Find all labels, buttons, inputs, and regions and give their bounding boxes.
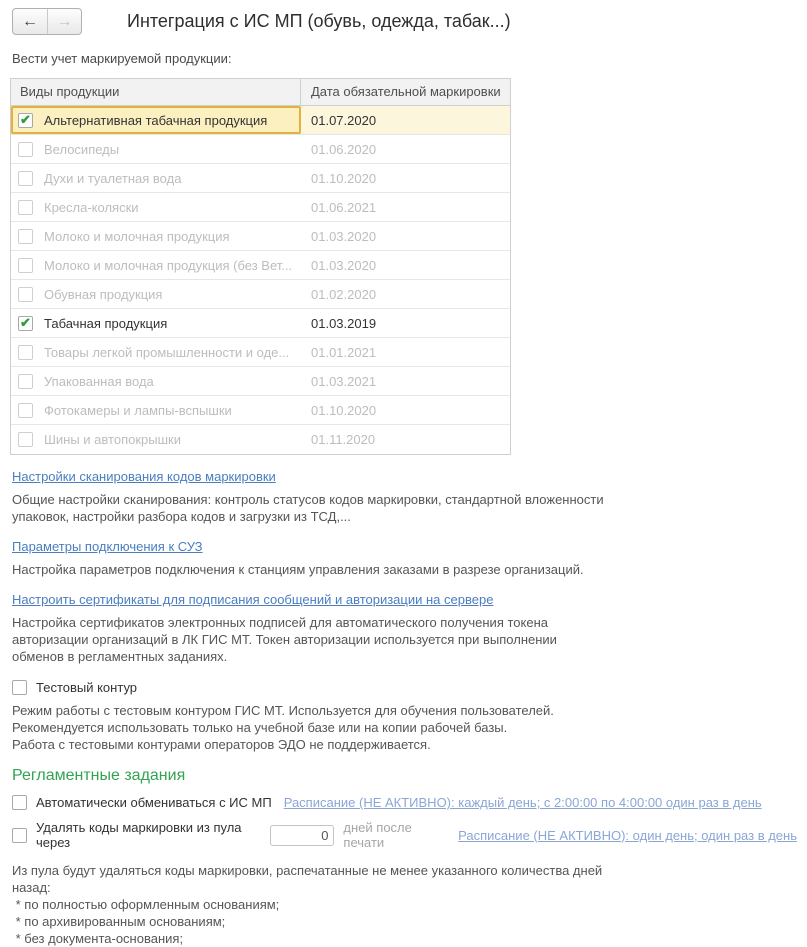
column-header-marking-date[interactable]: Дата обязательной маркировки	[311, 84, 501, 99]
product-checkbox[interactable]	[18, 113, 33, 128]
table-row[interactable]	[11, 193, 510, 222]
delete-codes-checkbox[interactable]	[12, 828, 27, 843]
forward-button[interactable]: →	[47, 9, 81, 34]
marking-date: 01.06.2021	[311, 199, 377, 215]
product-checkbox[interactable]	[18, 374, 33, 389]
delete-codes-schedule-link[interactable]: Расписание (НЕ АКТИВНО): один день; один раз в день	[458, 827, 797, 843]
top-bar	[12, 8, 797, 35]
product-label: Обувная продукция	[44, 286, 163, 302]
product-label: Кресла-коляски	[44, 199, 139, 215]
marking-date: 01.07.2020	[311, 112, 377, 128]
product-label: Духи и туалетная вода	[44, 170, 182, 186]
product-checkbox[interactable]	[18, 171, 33, 186]
auto-exchange-label: Автоматически обмениваться с ИС МП	[36, 795, 272, 810]
table-row[interactable]	[11, 106, 510, 135]
test-contour-description: Режим работы с тестовым контуром ГИС МТ. Используется для обучения пользователей. Рекомендуется использовать только на учебной базе или на копии рабочей базы. Работа с тестовыми контурами операторов ЭДО не поддерживается.	[12, 703, 554, 752]
product-label: Шины и автопокрышки	[44, 432, 181, 447]
certificates-link[interactable]: Настроить сертификаты для подписания сообщений и авторизации на сервере	[12, 592, 494, 607]
product-checkbox[interactable]	[18, 142, 33, 157]
table-row[interactable]	[11, 425, 510, 454]
back-button[interactable]: ←	[22, 12, 38, 30]
delete-codes-row	[12, 820, 797, 850]
product-label: Упакованная вода	[44, 373, 154, 389]
marking-date: 01.10.2020	[311, 402, 377, 418]
marking-date: 01.11.2020	[311, 432, 376, 447]
suz-connection-link[interactable]: Параметры подключения к СУЗ	[12, 539, 203, 554]
pool-deletion-note: Из пула будут удаляться коды маркировки, распечатанные не менее указанного количества дней назад: * по полностью оформленным основаниям; * по архивированным основаниям; * без документа-основания;	[12, 863, 603, 946]
days-after-print-suffix: дней после печати	[343, 820, 412, 850]
marking-date: 01.03.2019	[311, 315, 377, 331]
scan-settings-description: Общие настройки сканирования: контроль статусов кодов маркировки, стандартной вложенности упаковок, настройки разбора кодов и загрузки из ТСД,...	[12, 492, 604, 524]
product-label: Товары легкой промышленности и оде...	[44, 344, 290, 360]
product-label: Молоко и молочная продукция	[44, 228, 230, 244]
product-checkbox[interactable]	[18, 316, 33, 331]
table-row[interactable]	[11, 251, 510, 280]
marking-date: 01.03.2020	[311, 228, 377, 244]
table-row[interactable]	[11, 164, 510, 193]
page-title: Интеграция с ИС МП (обувь, одежда, табак...)	[127, 11, 511, 31]
product-checkbox[interactable]	[18, 432, 33, 447]
marking-date: 01.02.2020	[311, 286, 377, 302]
certificates-description: Настройка сертификатов электронных подписей для автоматического получения токена авторизации организаций в ЛК ГИС МТ. Токен авторизации используется при выполнении обменов в регламентных заданиях.	[12, 615, 557, 664]
test-contour-checkbox[interactable]	[12, 680, 27, 695]
suz-connection-section	[12, 539, 797, 578]
product-checkbox[interactable]	[18, 345, 33, 360]
product-label: Альтернативная табачная продукция	[44, 112, 268, 128]
table-row[interactable]	[11, 222, 510, 251]
auto-exchange-checkbox[interactable]	[12, 795, 27, 810]
product-label: Фотокамеры и лампы-вспышки	[44, 402, 232, 418]
marking-date: 01.06.2020	[311, 141, 377, 157]
table-row[interactable]	[11, 135, 510, 164]
product-checkbox[interactable]	[18, 200, 33, 215]
table-header	[11, 79, 510, 106]
certificates-section	[12, 592, 797, 665]
product-checkbox[interactable]	[18, 403, 33, 418]
product-label: Табачная продукция	[44, 315, 168, 331]
products-table	[10, 78, 511, 455]
test-contour-row	[12, 680, 797, 695]
table-row[interactable]	[11, 338, 510, 367]
table-row[interactable]	[11, 280, 510, 309]
table-row[interactable]	[11, 367, 510, 396]
product-checkbox[interactable]	[18, 258, 33, 273]
days-after-print-input[interactable]	[270, 825, 334, 846]
intro-label: Вести учет маркируемой продукции:	[12, 51, 232, 66]
product-checkbox[interactable]	[18, 287, 33, 302]
marking-date: 01.01.2021	[311, 344, 377, 360]
scheduled-jobs-heading: Регламентные задания	[12, 767, 186, 784]
scan-settings-section	[12, 469, 797, 525]
suz-connection-description: Настройка параметров подключения к станциям управления заказами в разрезе организаций.	[12, 562, 584, 577]
delete-codes-label: Удалять коды маркировки из пула через	[36, 820, 242, 850]
product-checkbox[interactable]	[18, 229, 33, 244]
table-row[interactable]	[11, 309, 510, 338]
auto-exchange-schedule-link[interactable]: Расписание (НЕ АКТИВНО): каждый день; с 2:00:00 по 4:00:00 один раз в день	[283, 795, 762, 810]
marking-date: 01.10.2020	[311, 170, 377, 186]
product-label: Молоко и молочная продукция (без Вет...	[44, 257, 293, 273]
marking-date: 01.03.2021	[311, 373, 377, 389]
product-label: Велосипеды	[44, 141, 120, 157]
scan-settings-link[interactable]: Настройки сканирования кодов маркировки	[12, 469, 276, 484]
table-row[interactable]	[11, 396, 510, 425]
column-header-product-types[interactable]: Виды продукции	[11, 79, 301, 105]
nav-button-group	[12, 8, 82, 35]
marking-date: 01.03.2020	[311, 257, 377, 273]
auto-exchange-row	[12, 795, 797, 810]
test-contour-label: Тестовый контур	[36, 680, 138, 695]
